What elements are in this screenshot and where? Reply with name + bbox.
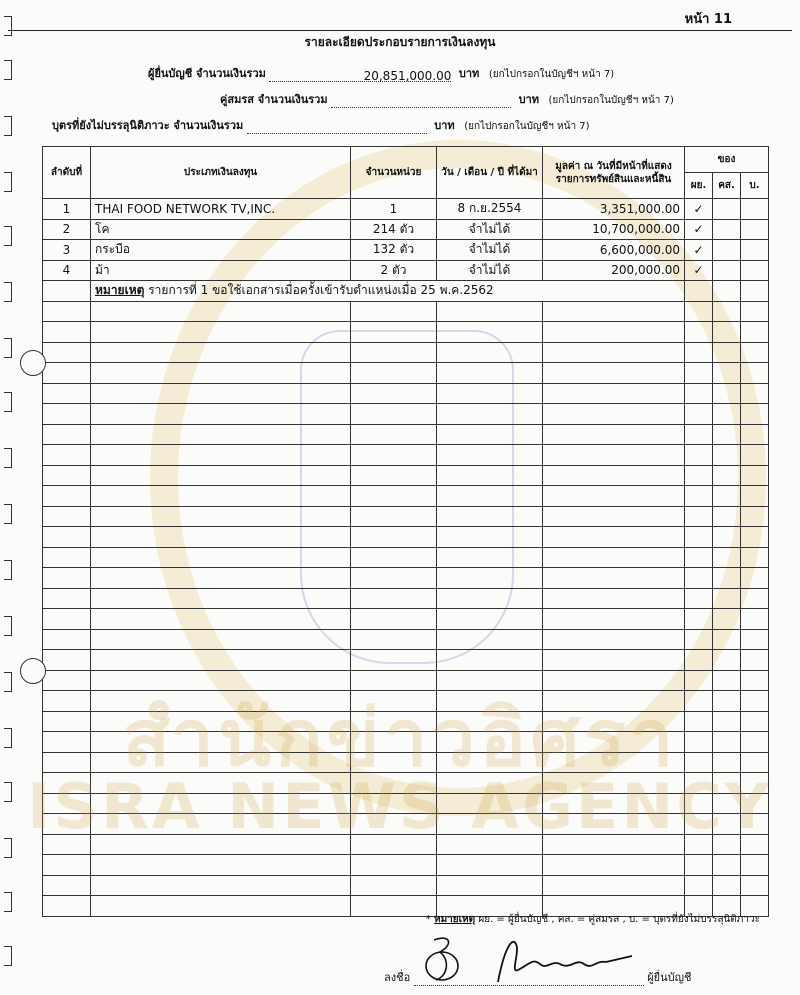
empty-cell xyxy=(91,629,351,650)
cell-seq: 1 xyxy=(43,199,91,220)
cell-date: 8 ก.ย.2554 xyxy=(437,199,543,220)
checkmark-icon: ✓ xyxy=(685,219,713,240)
checkmark-icon: ✓ xyxy=(685,199,713,220)
empty-cell xyxy=(91,465,351,486)
table-row xyxy=(43,199,769,220)
header-owner-filer: ผย. xyxy=(685,173,713,199)
empty-cell xyxy=(741,465,769,486)
cell-value: 10,700,000.00 xyxy=(543,219,685,240)
empty-cell xyxy=(713,424,741,445)
empty-cell xyxy=(685,301,713,322)
cell-value: 6,600,000.00 xyxy=(543,240,685,261)
empty-cell xyxy=(91,322,351,343)
empty-cell xyxy=(543,363,685,384)
empty-cell xyxy=(91,363,351,384)
summary-note: (ยกไปกรอกในบัญชีฯ หน้า 7) xyxy=(488,69,615,80)
empty-cell xyxy=(741,281,769,302)
cell-spouse xyxy=(713,199,741,220)
empty-cell xyxy=(543,445,685,466)
empty-cell xyxy=(543,424,685,445)
empty-cell xyxy=(437,445,543,466)
binder-mark xyxy=(4,504,12,524)
empty-cell xyxy=(543,506,685,527)
empty-cell xyxy=(741,383,769,404)
empty-cell xyxy=(713,506,741,527)
footnote-label: หมายเหตุ xyxy=(433,914,476,925)
empty-cell xyxy=(43,404,91,425)
empty-cell xyxy=(741,855,769,876)
empty-cell xyxy=(685,629,713,650)
empty-cell xyxy=(713,342,741,363)
signature-line xyxy=(384,968,691,986)
empty-cell xyxy=(43,650,91,671)
empty-cell xyxy=(43,547,91,568)
empty-cell xyxy=(741,588,769,609)
empty-cell xyxy=(543,650,685,671)
empty-cell xyxy=(713,588,741,609)
cell-type: โค xyxy=(91,219,351,240)
empty-cell xyxy=(685,383,713,404)
signature-blank xyxy=(414,973,644,986)
empty-cell xyxy=(685,465,713,486)
empty-cell xyxy=(685,445,713,466)
empty-cell xyxy=(685,609,713,630)
empty-cell xyxy=(351,383,437,404)
empty-cell xyxy=(741,363,769,384)
cell-type: THAI FOOD NETWORK TV,INC. xyxy=(91,199,351,220)
empty-cell xyxy=(685,588,713,609)
checkmark-icon: ✓ xyxy=(685,240,713,261)
table-row-blank xyxy=(43,363,769,384)
checkmark-icon: ✓ xyxy=(685,260,713,281)
empty-cell xyxy=(437,465,543,486)
footnote xyxy=(426,912,760,927)
empty-cell xyxy=(741,547,769,568)
empty-cell xyxy=(437,506,543,527)
empty-cell xyxy=(543,629,685,650)
empty-cell xyxy=(685,855,713,876)
summary-value: 20,851,000.00 xyxy=(269,69,451,82)
empty-cell xyxy=(91,609,351,630)
empty-cell xyxy=(437,342,543,363)
cell-units: 2 ตัว xyxy=(351,260,437,281)
empty-cell xyxy=(43,568,91,589)
empty-cell xyxy=(685,424,713,445)
empty-cell xyxy=(437,629,543,650)
empty-cell xyxy=(43,383,91,404)
table-row-blank xyxy=(43,609,769,630)
empty-cell xyxy=(437,568,543,589)
table-row-blank xyxy=(43,875,769,896)
empty-cell xyxy=(91,301,351,322)
empty-cell xyxy=(543,588,685,609)
empty-cell xyxy=(91,875,351,896)
empty-cell xyxy=(685,486,713,507)
empty-cell xyxy=(91,855,351,876)
empty-cell xyxy=(741,875,769,896)
empty-cell xyxy=(437,383,543,404)
cell-child xyxy=(741,199,769,220)
empty-cell xyxy=(91,650,351,671)
empty-cell xyxy=(713,281,741,302)
header-owner: ของ xyxy=(685,147,769,173)
empty-cell xyxy=(43,486,91,507)
cell-date: จำไม่ได้ xyxy=(437,260,543,281)
empty-cell xyxy=(713,322,741,343)
empty-cell xyxy=(713,363,741,384)
empty-cell xyxy=(543,875,685,896)
table-row xyxy=(43,240,769,261)
cell-type: กระบือ xyxy=(91,240,351,261)
empty-cell xyxy=(713,527,741,548)
empty-cell xyxy=(351,896,437,917)
cell-child xyxy=(741,260,769,281)
binder-mark xyxy=(4,116,12,136)
table-row-blank xyxy=(43,527,769,548)
cell-spouse xyxy=(713,260,741,281)
empty-cell xyxy=(543,301,685,322)
binder-mark xyxy=(4,172,12,192)
empty-cell xyxy=(713,383,741,404)
empty-cell xyxy=(351,342,437,363)
binder-mark xyxy=(4,338,12,358)
table-row-blank xyxy=(43,629,769,650)
empty-cell xyxy=(741,445,769,466)
empty-cell xyxy=(713,465,741,486)
empty-cell xyxy=(685,875,713,896)
cell-value: 3,351,000.00 xyxy=(543,199,685,220)
empty-cell xyxy=(543,383,685,404)
summary-label: บุตรที่ยังไม่บรรลุนิติภาวะ จำนวนเงินรวม xyxy=(52,119,244,132)
cell-seq: 2 xyxy=(43,219,91,240)
signature-suffix: ผู้ยื่นบัญชี xyxy=(647,971,692,984)
empty-cell xyxy=(685,506,713,527)
table-row xyxy=(43,219,769,240)
empty-cell xyxy=(437,650,543,671)
page-number: หน้า 11 xyxy=(684,12,732,27)
empty-cell xyxy=(713,301,741,322)
empty-cell xyxy=(741,486,769,507)
table-row-blank xyxy=(43,301,769,322)
empty-cell xyxy=(685,568,713,589)
summary-label: ผู้ยื่นบัญชี จำนวนเงินรวม xyxy=(148,67,266,80)
empty-cell xyxy=(543,322,685,343)
empty-cell xyxy=(713,568,741,589)
empty-cell xyxy=(91,424,351,445)
empty-cell xyxy=(713,486,741,507)
empty-cell xyxy=(351,609,437,630)
empty-cell xyxy=(437,609,543,630)
cell-value: 200,000.00 xyxy=(543,260,685,281)
empty-cell xyxy=(91,342,351,363)
summary-label: คู่สมรส จำนวนเงินรวม xyxy=(220,93,328,106)
empty-cell xyxy=(43,301,91,322)
empty-cell xyxy=(91,547,351,568)
empty-cell xyxy=(543,486,685,507)
empty-cell xyxy=(351,301,437,322)
empty-cell xyxy=(713,547,741,568)
cell-units: 132 ตัว xyxy=(351,240,437,261)
empty-cell xyxy=(685,322,713,343)
empty-cell xyxy=(43,465,91,486)
summary-value xyxy=(331,95,511,108)
empty-cell xyxy=(437,486,543,507)
table-row-blank xyxy=(43,342,769,363)
table-row-blank xyxy=(43,465,769,486)
empty-cell xyxy=(43,588,91,609)
empty-cell xyxy=(437,301,543,322)
empty-cell xyxy=(741,301,769,322)
empty-cell xyxy=(43,896,91,917)
cell-child xyxy=(741,240,769,261)
summary-child xyxy=(52,116,590,134)
empty-cell xyxy=(437,588,543,609)
empty-cell xyxy=(351,486,437,507)
empty-cell xyxy=(351,568,437,589)
empty-cell xyxy=(91,404,351,425)
empty-cell xyxy=(351,527,437,548)
empty-cell xyxy=(351,875,437,896)
empty-cell xyxy=(685,363,713,384)
empty-cell xyxy=(741,568,769,589)
header-rule xyxy=(8,30,792,31)
empty-cell xyxy=(437,322,543,343)
empty-cell xyxy=(741,506,769,527)
empty-cell xyxy=(685,281,713,302)
binder-mark xyxy=(4,60,12,80)
empty-cell xyxy=(713,875,741,896)
empty-cell xyxy=(543,527,685,548)
empty-cell xyxy=(43,855,91,876)
empty-cell xyxy=(43,445,91,466)
empty-cell xyxy=(437,363,543,384)
summary-value xyxy=(247,121,427,134)
empty-cell xyxy=(713,650,741,671)
cell-type: ม้า xyxy=(91,260,351,281)
page-title: รายละเอียดประกอบรายการเงินลงทุน xyxy=(304,35,496,49)
empty-cell xyxy=(91,896,351,917)
remark-label: หมายเหตุ xyxy=(95,283,145,298)
empty-cell xyxy=(543,465,685,486)
empty-cell xyxy=(685,342,713,363)
table-row-blank xyxy=(43,506,769,527)
empty-cell xyxy=(543,568,685,589)
empty-cell xyxy=(741,650,769,671)
empty-cell xyxy=(741,322,769,343)
empty-cell xyxy=(713,445,741,466)
empty-cell xyxy=(437,547,543,568)
empty-cell xyxy=(437,875,543,896)
table-row-blank xyxy=(43,322,769,343)
summary-unit: บาท xyxy=(434,119,455,132)
empty-cell xyxy=(351,588,437,609)
empty-cell xyxy=(437,404,543,425)
header-units: จำนวนหน่วย xyxy=(351,147,437,199)
empty-cell xyxy=(741,609,769,630)
table-row-blank xyxy=(43,855,769,876)
empty-cell xyxy=(43,609,91,630)
header-value: มูลค่า ณ วันที่มีหน้าที่แสดงรายการทรัพย์สินและหนี้สิน xyxy=(543,147,685,199)
cell-date: จำไม่ได้ xyxy=(437,240,543,261)
empty-cell xyxy=(741,527,769,548)
remark-text: รายการที่ 1 ขอใช้เอกสารเมื่อครั้งเข้ารับตำแหน่งเมื่อ 25 พ.ค.2562 xyxy=(148,283,494,298)
empty-cell xyxy=(351,445,437,466)
empty-cell xyxy=(43,342,91,363)
empty-cell xyxy=(351,506,437,527)
table-row-blank xyxy=(43,650,769,671)
empty-cell xyxy=(91,445,351,466)
empty-cell xyxy=(351,855,437,876)
binder-mark xyxy=(4,282,12,302)
empty-cell xyxy=(685,547,713,568)
summary-filer xyxy=(148,64,614,82)
empty-cell xyxy=(351,363,437,384)
summary-unit: บาท xyxy=(518,93,540,106)
empty-cell xyxy=(351,650,437,671)
empty-cell xyxy=(91,506,351,527)
empty-cell xyxy=(543,609,685,630)
empty-cell xyxy=(741,404,769,425)
cell-units: 214 ตัว xyxy=(351,219,437,240)
empty-cell xyxy=(437,855,543,876)
empty-cell xyxy=(685,527,713,548)
cell-date: จำไม่ได้ xyxy=(437,219,543,240)
cell-units: 1 xyxy=(351,199,437,220)
binder-mark xyxy=(4,392,12,412)
empty-cell xyxy=(437,424,543,445)
empty-cell xyxy=(43,424,91,445)
empty-cell xyxy=(685,650,713,671)
empty-cell xyxy=(91,568,351,589)
empty-cell xyxy=(741,342,769,363)
table-row-blank xyxy=(43,486,769,507)
empty-cell xyxy=(543,547,685,568)
header-seq: ลำดับที่ xyxy=(43,147,91,199)
empty-cell xyxy=(351,322,437,343)
header-date: วัน / เดือน / ปี ที่ได้มา xyxy=(437,147,543,199)
empty-cell xyxy=(741,424,769,445)
punch-hole xyxy=(20,350,46,376)
empty-cell xyxy=(713,609,741,630)
table-row-blank xyxy=(43,383,769,404)
empty-cell xyxy=(43,322,91,343)
empty-cell xyxy=(91,527,351,548)
binder-mark xyxy=(4,560,12,580)
cell-spouse xyxy=(713,240,741,261)
table-row-blank xyxy=(43,547,769,568)
empty-cell xyxy=(43,527,91,548)
table-row xyxy=(43,260,769,281)
binder-mark xyxy=(4,616,12,636)
watermark-english-text: ISRA NEWS AGENCY xyxy=(27,770,773,843)
binder-mark xyxy=(4,892,12,912)
remark-cell xyxy=(91,281,685,302)
empty-cell xyxy=(43,363,91,384)
asterisk-icon: * xyxy=(425,914,431,925)
empty-cell xyxy=(351,424,437,445)
empty-cell xyxy=(351,465,437,486)
empty-cell xyxy=(351,629,437,650)
header-owner-child: บ. xyxy=(741,173,769,199)
empty-cell xyxy=(685,404,713,425)
signature-prefix: ลงชื่อ xyxy=(384,971,411,984)
empty-cell xyxy=(351,547,437,568)
cell-spouse xyxy=(713,219,741,240)
footnote-text: ผย. = ผู้ยื่นบัญชี , คส. = คู่สมรส , บ. = บุตรที่ยังไม่บรรลุนิติภาวะ xyxy=(478,914,760,925)
empty-cell xyxy=(437,527,543,548)
empty-cell xyxy=(741,629,769,650)
empty-cell xyxy=(543,404,685,425)
header-type: ประเภทเงินลงทุน xyxy=(91,147,351,199)
summary-spouse xyxy=(220,90,674,108)
empty-cell xyxy=(713,629,741,650)
summary-note: (ยกไปกรอกในบัญชีฯ หน้า 7) xyxy=(464,121,590,132)
empty-cell xyxy=(91,486,351,507)
empty-cell xyxy=(543,342,685,363)
empty-cell xyxy=(43,629,91,650)
table-row-blank xyxy=(43,445,769,466)
binder-mark xyxy=(4,226,12,246)
empty-cell xyxy=(713,404,741,425)
header-owner-spouse: คส. xyxy=(713,173,741,199)
summary-unit: บาท xyxy=(458,67,480,80)
empty-cell xyxy=(543,855,685,876)
table-row-blank xyxy=(43,568,769,589)
watermark-thai-text: สำนักข่าวอิศรา xyxy=(122,694,678,784)
cell-seq: 3 xyxy=(43,240,91,261)
table-row-blank xyxy=(43,404,769,425)
cell-seq: 4 xyxy=(43,260,91,281)
empty-cell xyxy=(43,281,91,302)
summary-note: (ยกไปกรอกในบัญชีฯ หน้า 7) xyxy=(548,95,674,106)
binder-mark xyxy=(4,946,12,966)
cell-child xyxy=(741,219,769,240)
empty-cell xyxy=(43,875,91,896)
empty-cell xyxy=(713,855,741,876)
empty-cell xyxy=(91,588,351,609)
empty-cell xyxy=(43,506,91,527)
binder-mark xyxy=(4,448,12,468)
empty-cell xyxy=(351,404,437,425)
table-row-blank xyxy=(43,588,769,609)
table-row-blank xyxy=(43,424,769,445)
table-row-remark xyxy=(43,281,769,302)
empty-cell xyxy=(91,383,351,404)
